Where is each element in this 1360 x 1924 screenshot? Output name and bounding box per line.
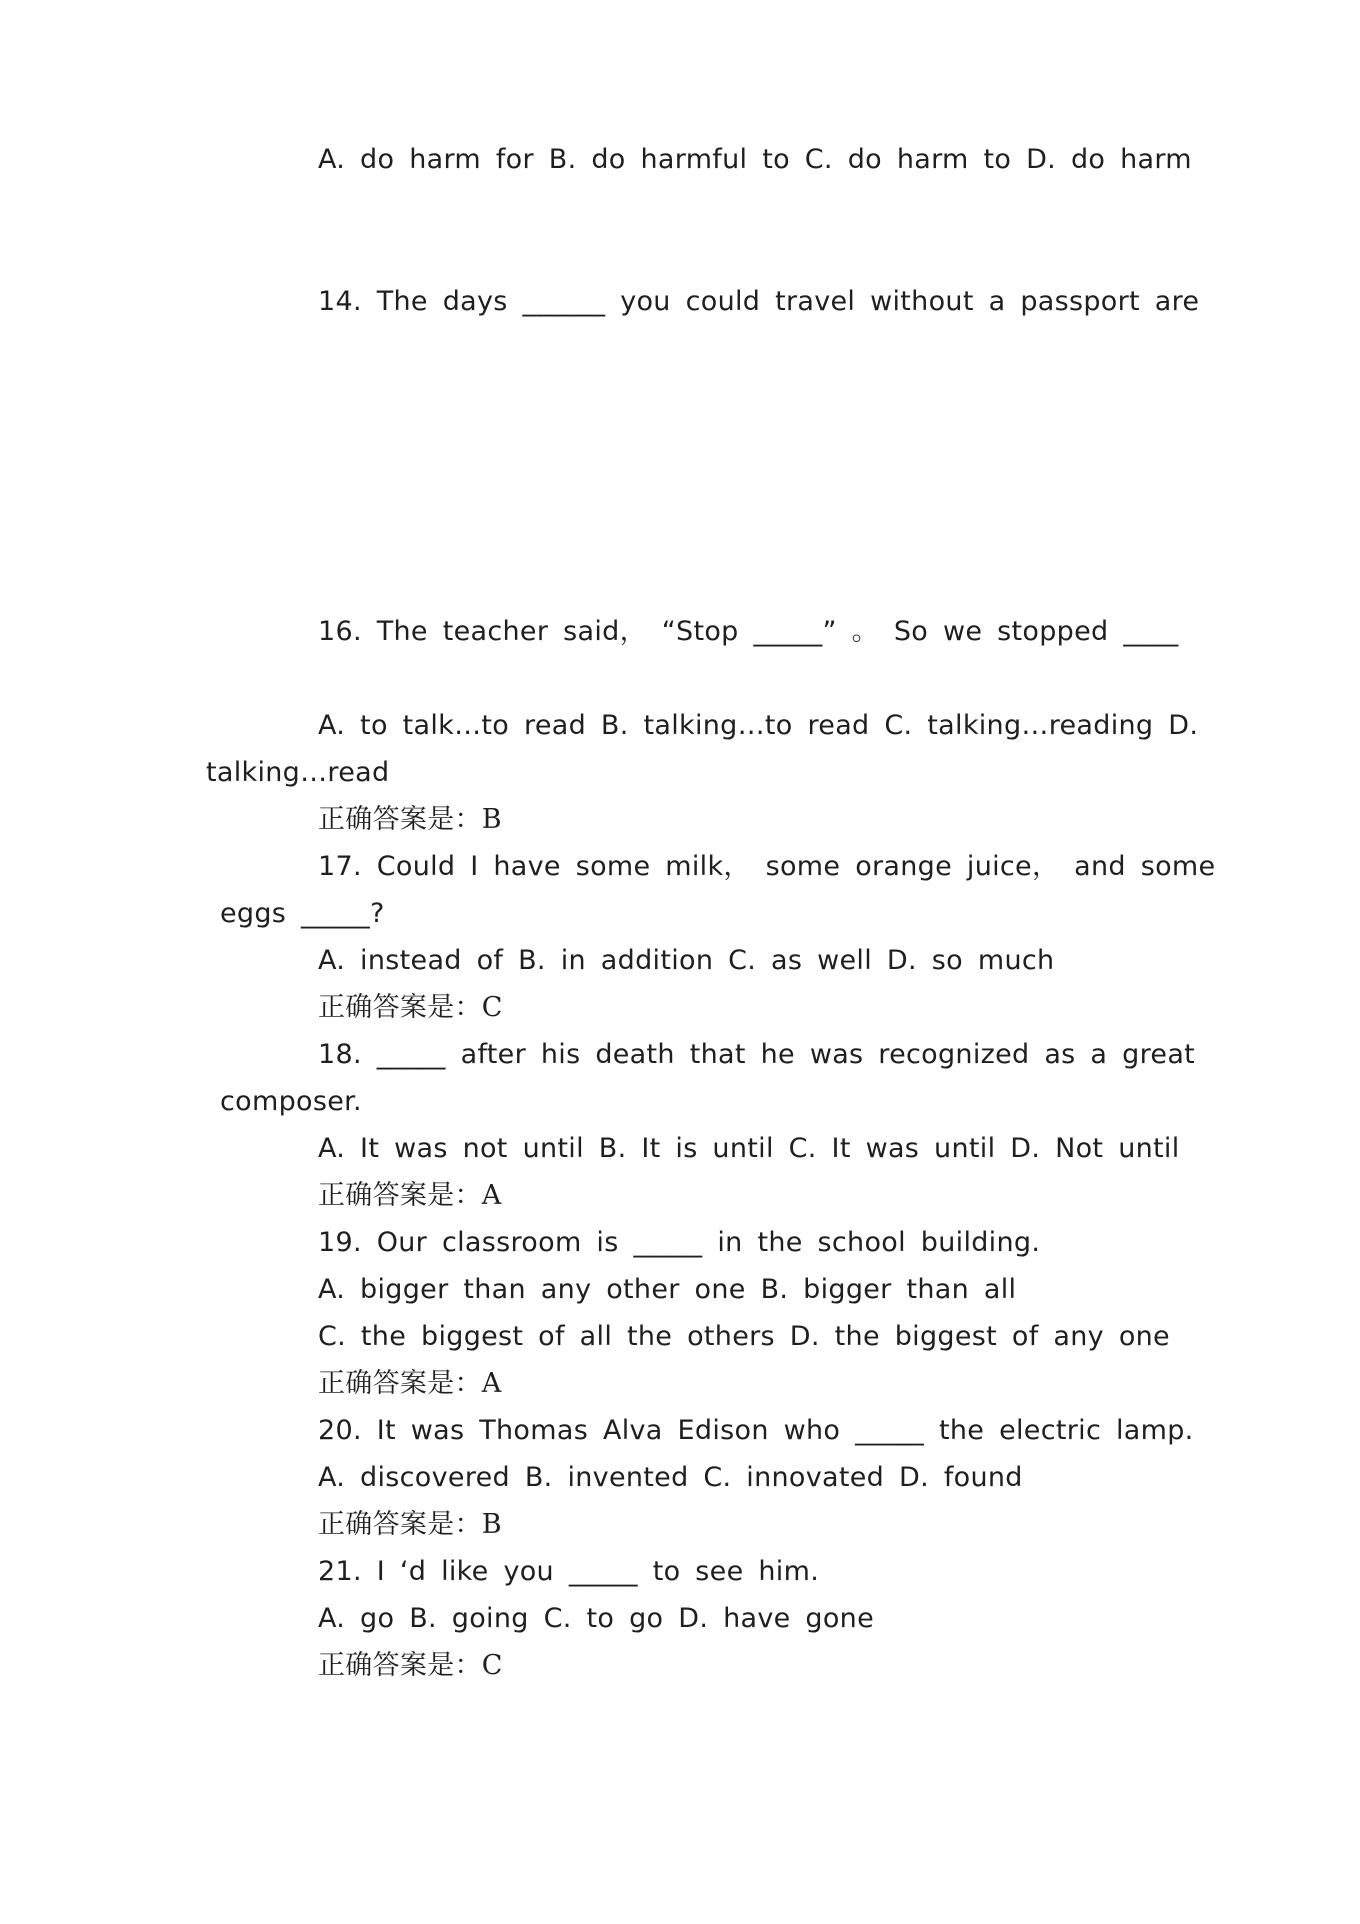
q19-stem: 19. Our classroom is _____ in the school building. <box>318 1227 1041 1258</box>
q14-stem: 14. The days ______ you could travel without a passport are <box>318 286 1200 317</box>
q16-options-continued: talking…read <box>206 757 390 788</box>
q21-stem: 21. I ‘d like you _____ to see him. <box>318 1556 820 1587</box>
q13-options: A. do harm for B. do harmful to C. do harm to D. do harm <box>318 144 1192 175</box>
q16-answer: 正确答案是：B <box>318 804 502 835</box>
q17-answer: 正确答案是：C <box>318 992 503 1023</box>
q19-answer: 正确答案是：A <box>318 1368 502 1399</box>
q19-options-cd: C. the biggest of all the others D. the biggest of any one <box>318 1321 1170 1352</box>
q18-answer: 正确答案是：A <box>318 1180 502 1211</box>
q18-stem-continued: composer. <box>220 1086 362 1117</box>
q17-options: A. instead of B. in addition C. as well D. so much <box>318 945 1055 976</box>
q19-options-ab: A. bigger than any other one B. bigger than all <box>318 1274 1017 1305</box>
q20-stem: 20. It was Thomas Alva Edison who _____ the electric lamp. <box>318 1415 1194 1446</box>
q20-options: A. discovered B. invented C. innovated D. found <box>318 1462 1023 1493</box>
q16-stem: 16. The teacher said， “Stop _____” 。 So we stopped ____ <box>318 616 1179 647</box>
q18-stem: 18. _____ after his death that he was recognized as a great <box>318 1039 1196 1070</box>
q21-answer: 正确答案是：C <box>318 1650 503 1681</box>
q21-options: A. go B. going C. to go D. have gone <box>318 1603 874 1634</box>
q17-stem: 17. Could I have some milk， some orange juice， and some <box>318 851 1216 882</box>
q20-answer: 正确答案是：B <box>318 1509 502 1540</box>
q18-options: A. It was not until B. It is until C. It was until D. Not until <box>318 1133 1180 1164</box>
q17-stem-continued: eggs _____? <box>220 898 385 929</box>
q16-options: A. to talk…to read B. talking…to read C. talking…reading D. <box>318 710 1199 741</box>
